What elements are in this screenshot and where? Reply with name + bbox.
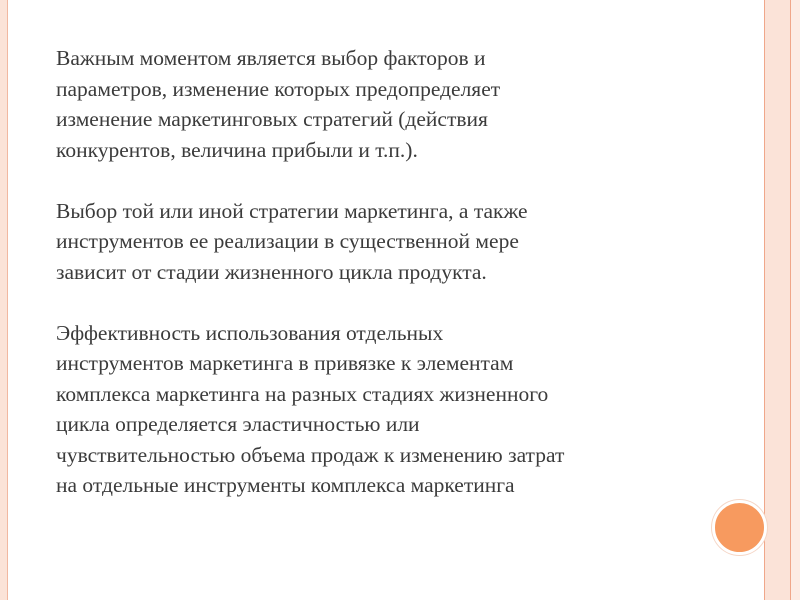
right-edge-strip: [791, 0, 800, 600]
text-line: изменение маркетинговых стратегий (действия: [56, 107, 488, 131]
text-line: Эффективность использования отдельных: [56, 320, 444, 345]
text-line: зависит от стадии жизненного цикла продукта.: [56, 259, 487, 284]
text-line: чувствительностью объема продаж к изменению затрат: [56, 442, 565, 467]
text-line: параметров, изменение которых предопределяет: [56, 76, 501, 101]
paragraph-efficiency: [56, 318, 716, 501]
paragraph-strategy-choice: [56, 196, 716, 288]
text-line: инструментов ее реализации в существенной мере: [56, 229, 519, 253]
text-line: Важным моментом является выбор факторов и: [56, 46, 486, 70]
paragraph-factors: [56, 43, 716, 165]
accent-circle-icon: [712, 500, 767, 555]
text-line: цикла определяется эластичностью или: [56, 412, 420, 436]
left-decorative-band: [0, 0, 8, 600]
right-decorative-band: [764, 0, 791, 600]
text-line: на отдельные инструменты комплекса маркетинга: [56, 473, 515, 497]
text-line: конкурентов, величина прибыли и т.п.).: [56, 137, 418, 162]
text-line: инструментов маркетинга в привязке к элементам: [56, 351, 514, 375]
text-line: Выбор той или иной стратегии маркетинга, а также: [56, 198, 528, 223]
slide-body-text: [56, 43, 716, 531]
text-line: комплекса маркетинга на разных стадиях жизненного: [56, 381, 549, 406]
